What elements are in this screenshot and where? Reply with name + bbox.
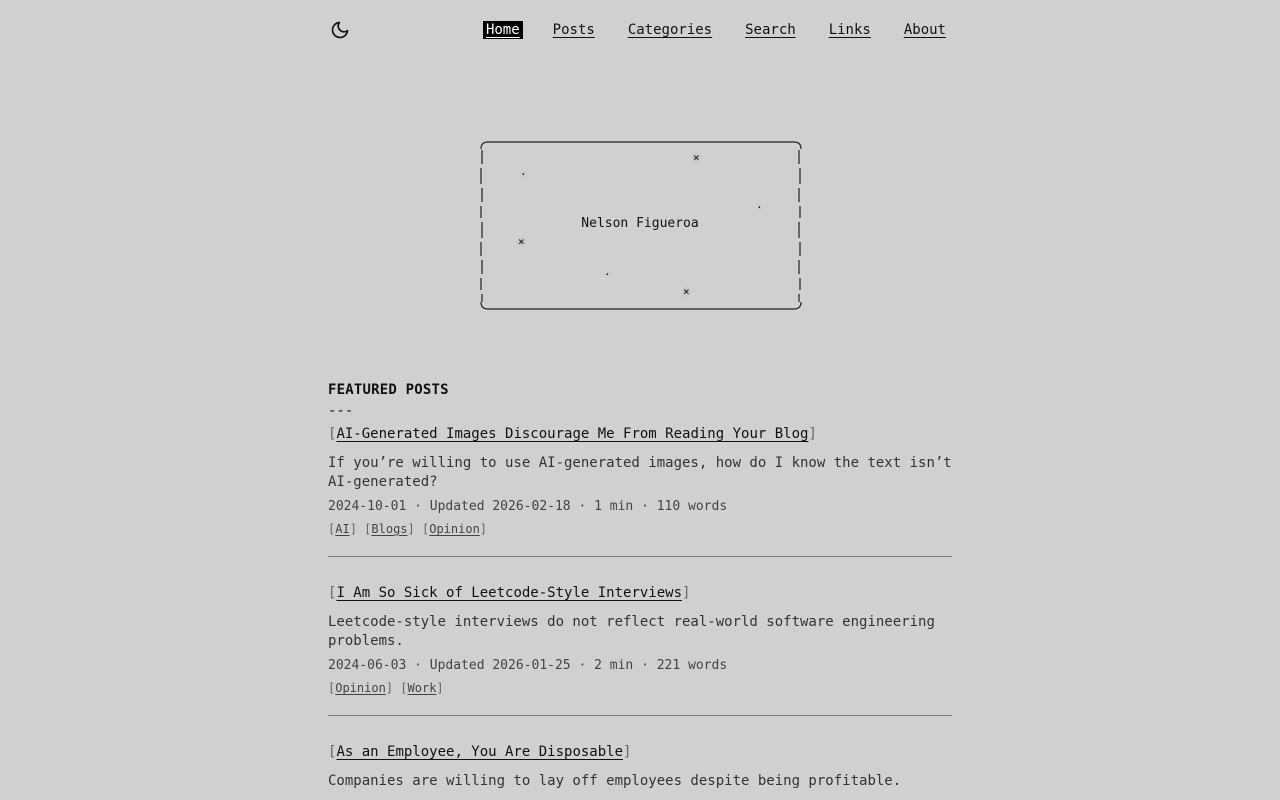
post-description: If you’re willing to use AI-generated images, how do I know the text isn’t AI-generated?: [328, 455, 952, 490]
tag-link[interactable]: Blogs: [371, 522, 408, 536]
theme-toggle-button[interactable]: [328, 18, 352, 42]
nav-search[interactable]: Search: [745, 22, 796, 38]
post-title-link[interactable]: AI-Generated Images Discourage Me From Reading Your Blog: [336, 426, 809, 442]
tag-link[interactable]: Opinion: [335, 681, 386, 695]
nav-home[interactable]: Home: [483, 21, 523, 39]
star-mark: ×: [683, 285, 690, 298]
star-mark: ×: [693, 151, 700, 164]
featured-posts-section: [328, 381, 952, 791]
star-mark: ×: [518, 235, 525, 248]
post-card: [328, 584, 952, 716]
site-header: [328, 18, 952, 42]
nav-about[interactable]: About: [903, 22, 946, 38]
tag-link[interactable]: Work: [407, 681, 437, 695]
nav-links[interactable]: Links: [828, 22, 871, 38]
post-title: [I Am So Sick of Leetcode-Style Interviews]: [328, 585, 691, 601]
post-divider: [328, 715, 952, 716]
site-owner-name: Nelson Figueroa: [581, 216, 699, 231]
section-rule: ---: [328, 403, 354, 419]
section-title: FEATURED POSTS: [328, 382, 449, 398]
post-description: Leetcode-style interviews do not reflect real-world software engineering problems.: [328, 614, 935, 649]
hero-ascii-box: [478, 140, 802, 311]
post-tags: [Opinion] [Work]: [328, 681, 444, 695]
post-card: [328, 425, 952, 557]
post-title-link[interactable]: As an Employee, You Are Disposable: [336, 744, 624, 760]
nav-categories[interactable]: Categories: [627, 22, 713, 38]
post-title: [As an Employee, You Are Disposable]: [328, 744, 632, 760]
post-meta: 2024-06-03 · Updated 2026-01-25 · 2 min · 221 words: [328, 658, 728, 673]
post-description: Companies are willing to lay off employees despite being profitable.: [328, 773, 902, 789]
post-divider: [328, 556, 952, 557]
moon-icon: [330, 20, 350, 40]
post-title: [AI-Generated Images Discourage Me From Reading Your Blog]: [328, 426, 817, 442]
post-card: [328, 743, 952, 791]
main-nav: [456, 21, 949, 39]
post-title-link[interactable]: I Am So Sick of Leetcode-Style Interviews: [336, 585, 683, 601]
post-tags: [AI] [Blogs] [Opinion]: [328, 522, 488, 536]
star-mark: ·: [520, 168, 527, 181]
post-meta: 2024-10-01 · Updated 2026-02-18 · 1 min · 110 words: [328, 499, 728, 514]
tag-link[interactable]: Opinion: [429, 522, 480, 536]
star-mark: ·: [604, 268, 611, 281]
star-mark: ·: [756, 201, 763, 214]
tag-link[interactable]: AI: [335, 522, 350, 536]
nav-posts[interactable]: Posts: [552, 22, 595, 38]
